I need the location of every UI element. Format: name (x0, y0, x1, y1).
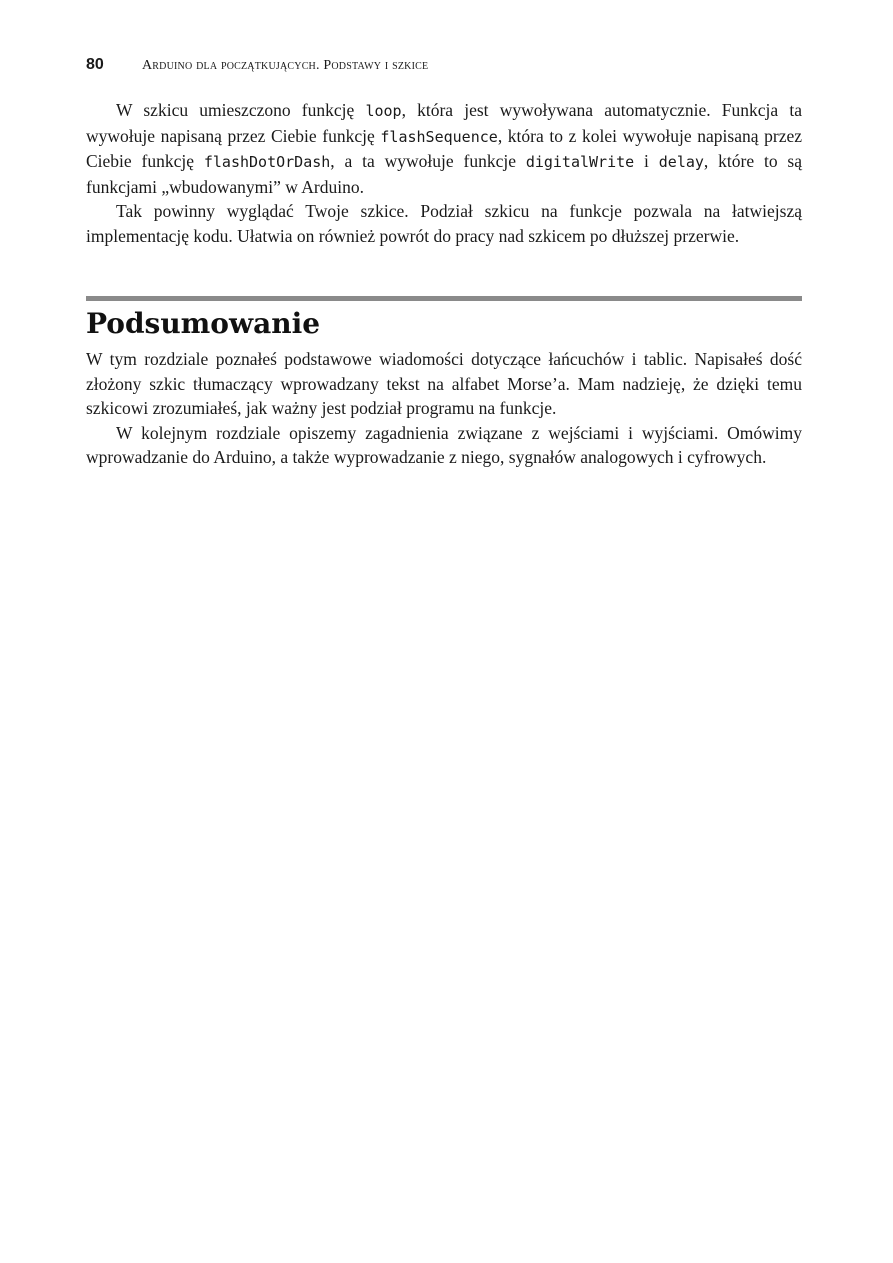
text-run: , które to są funkcjami „wbudowanymi” w Arduino. (86, 151, 802, 197)
section-divider (86, 296, 802, 301)
code-digital-write: digitalWrite (525, 153, 635, 171)
running-title: Arduino dla początkujących. Podstawy i szkice (142, 58, 429, 73)
paragraph-sketch-structure: Tak powinny wyglądać Twoje szkice. Podział szkicu na funkcje pozwala na łatwiejszą implementację kodu. Ułatwia on również powrót do pracy nad szkicem po dłuższej przerwie. (86, 201, 802, 246)
running-header (86, 56, 802, 78)
code-loop: loop (365, 102, 402, 120)
text-run: , a ta wywołuje funkcje (330, 151, 526, 171)
text-run: , która jest wywoływana automatycznie. Funkcja ta wywołuje napisaną przez Ciebie funkcję (86, 100, 802, 146)
text-run: W szkicu umieszczono funkcję (116, 100, 366, 120)
paragraph-functions (86, 98, 802, 199)
paragraph-next-chapter: W kolejnym rozdziale opiszemy zagadnienia związane z wejściami i wyjściami. Omówimy wprowadzanie do Arduino, a także wyprowadzanie z niego, sygnałów analogowych i cyfrowych. (86, 422, 802, 467)
code-flash-sequence: flashSequence (380, 127, 498, 146)
intro-text (86, 98, 802, 248)
page-number: 80 (86, 56, 104, 73)
summary-text (86, 347, 802, 470)
text-run: , która to z kolei wywołuje napisaną przez Ciebie funkcję (86, 125, 803, 171)
code-flash-dot-or-dash: flashDotOrDash (203, 153, 331, 171)
paragraph-summary: W tym rozdziale poznałeś podstawowe wiadomości dotyczące łańcuchów i tablic. Napisałeś dość złożony szkic tłumaczący wprowadzany tekst na alfabet Morse’a. Mam nadzieję, że dzięki temu szkicowi zrozumiałeś, jak ważny jest podział programu na funkcje. (86, 349, 802, 418)
section-title: Podsumowanie (86, 307, 321, 340)
text-run: i (634, 151, 659, 171)
code-delay: delay (658, 153, 704, 171)
